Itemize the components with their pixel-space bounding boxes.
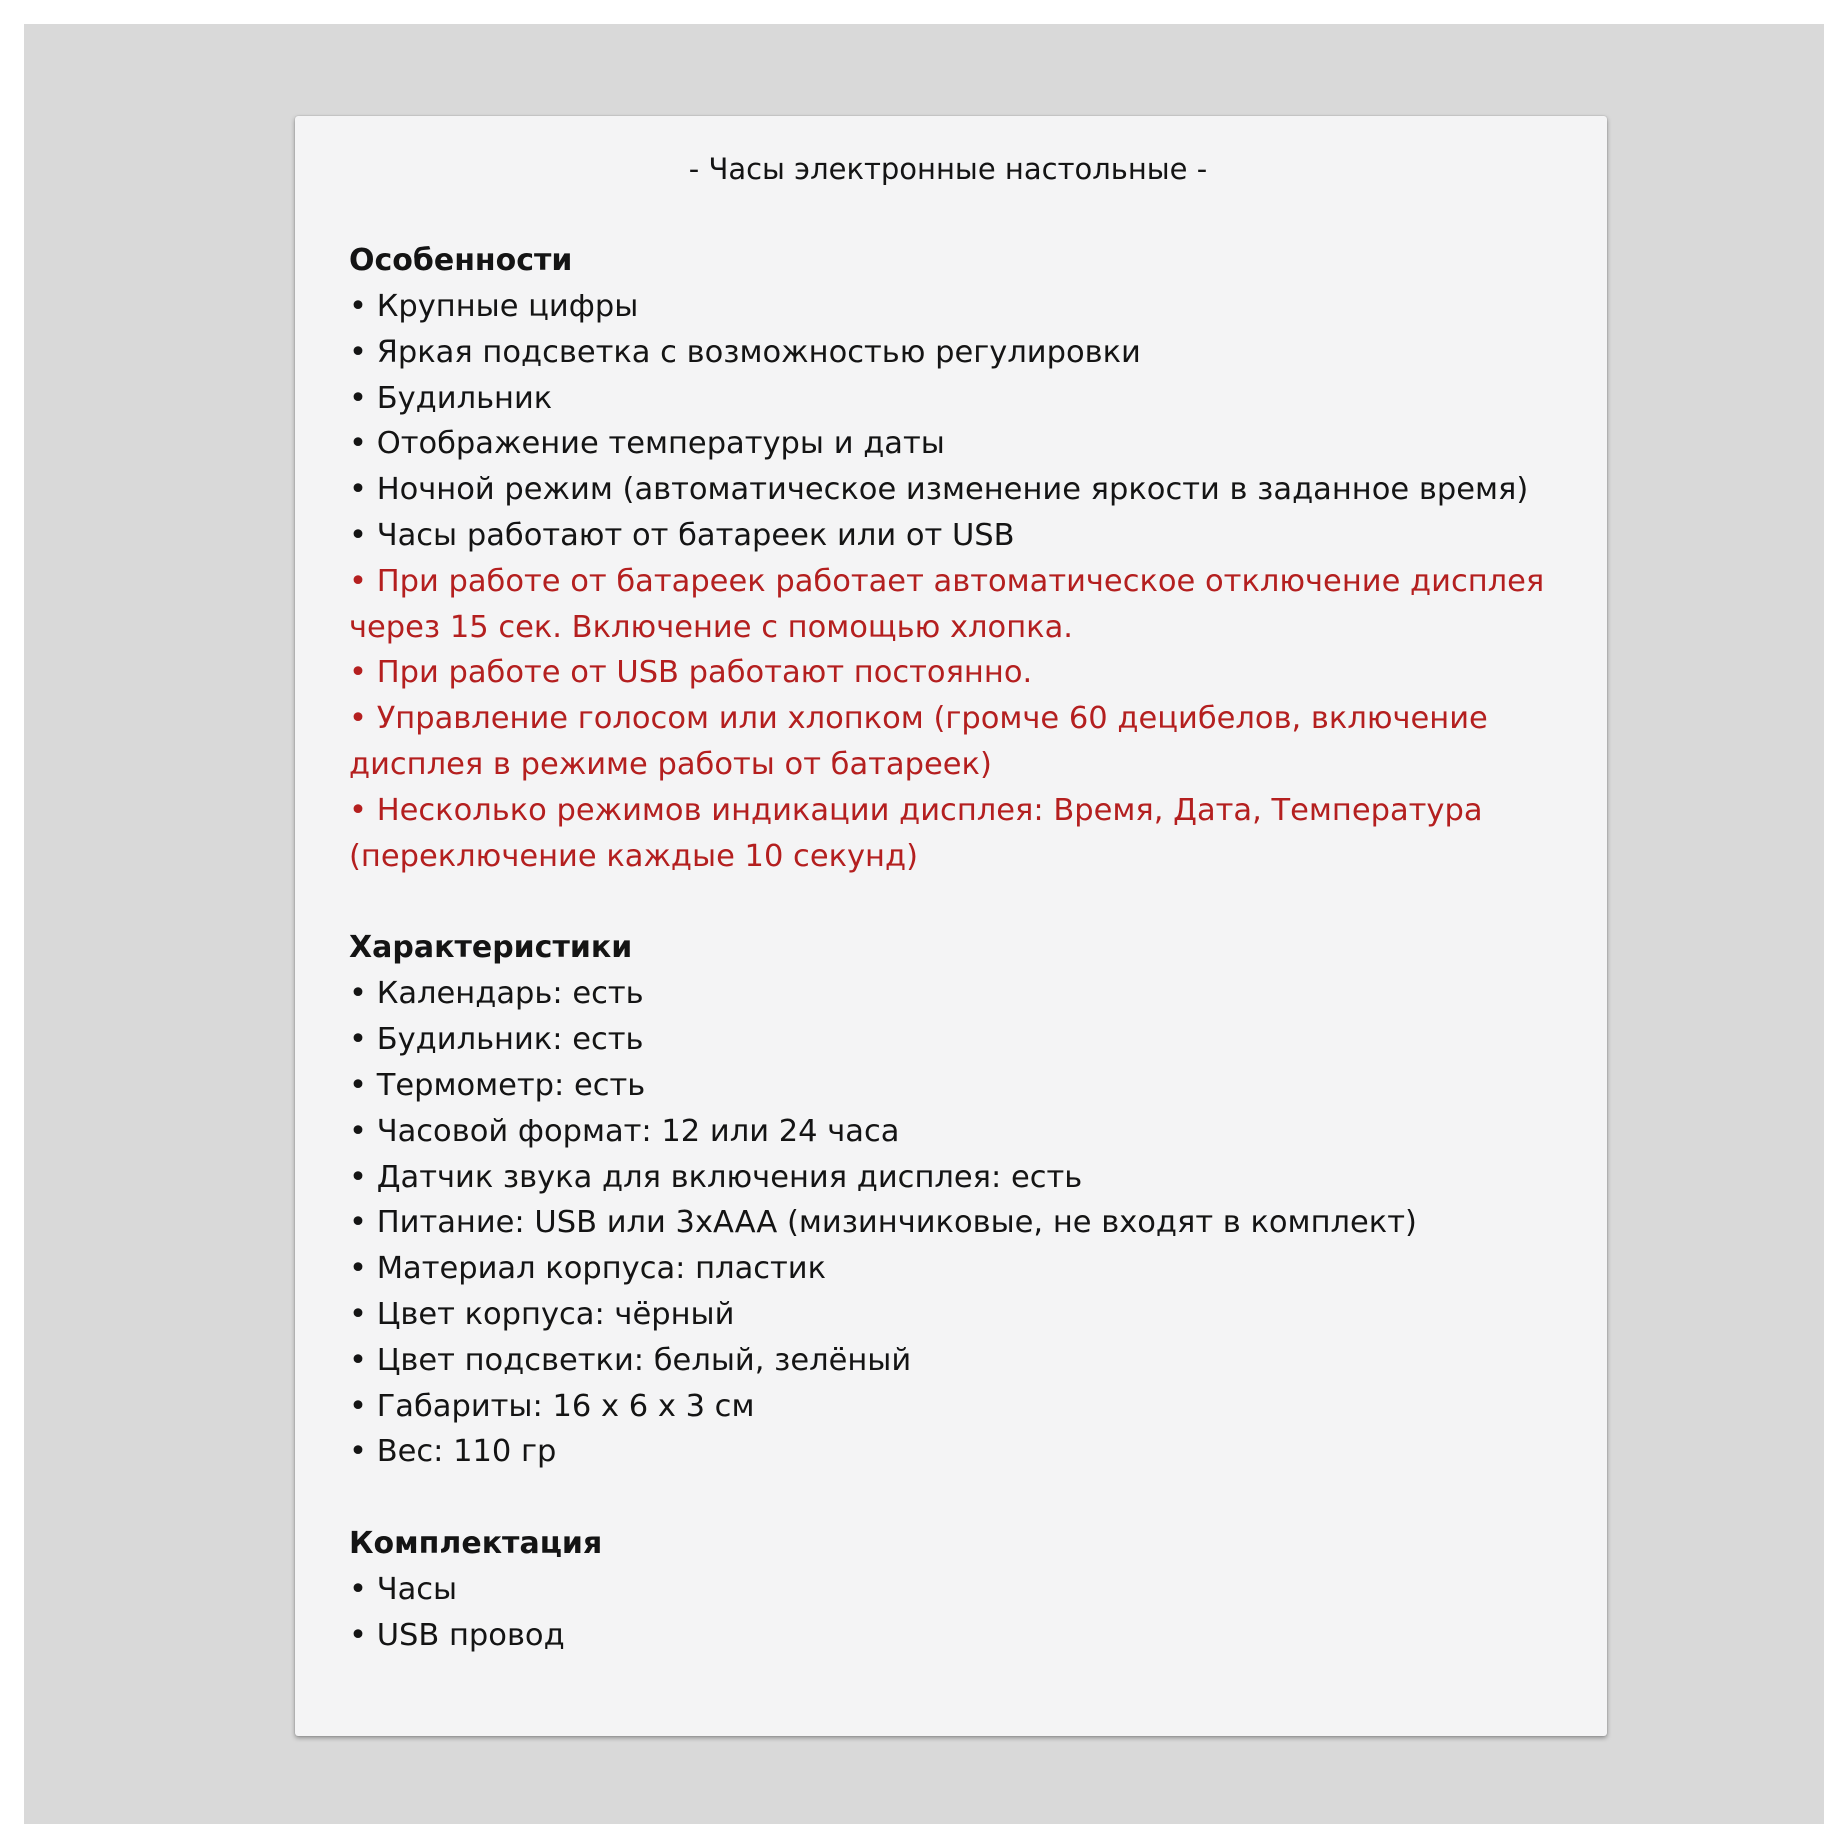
list-item-text: Управление голосом или хлопком (громче 60 децибелов, включение дисплея в режиме работы от батареек) (349, 701, 1488, 782)
list-item: • Календарь: есть (349, 976, 644, 1012)
list-item-text: Габариты: 16 x 6 x 3 см (376, 1388, 755, 1424)
list-item: • Яркая подсветка с возможностью регулировки (349, 334, 1141, 370)
list-item-text: Часы работают от батареек или от USB (376, 517, 1015, 553)
list-item-text: При работе от USB работают постоянно. (376, 655, 1033, 691)
list-item-text: Термометр: есть (376, 1067, 646, 1103)
section-heading-package: Комплектация (349, 1526, 603, 1562)
list-item: • Отображение температуры и даты (349, 426, 945, 462)
list-item-text: Питание: USB или 3xAAA (мизинчиковые, не входят в комплект) (376, 1205, 1417, 1241)
list-item-text: Датчик звука для включения дисплея: есть (376, 1159, 1083, 1195)
list-item-text: Отображение температуры и даты (376, 426, 945, 462)
list-item-note: • При работе от батареек работает автоматическое отключение дисплея через 15 сек. Включение с помощью хлопка. (349, 563, 1545, 645)
list-item: • Будильник (349, 380, 553, 416)
section-spacer (349, 879, 1547, 925)
list-item-text: При работе от батареек работает автоматическое отключение дисплея через 15 сек. Включение с помощью хлопка. (349, 563, 1545, 645)
list-item-text: Крупные цифры (376, 289, 639, 324)
list-item-text: Яркая подсветка с возможностью регулировки (376, 334, 1141, 370)
list-item-text: Часовой формат: 12 или 24 часа (376, 1113, 900, 1149)
list-item: • Материал корпуса: пластик (349, 1251, 827, 1287)
section-spacer (349, 1475, 1547, 1521)
list-item-text: USB провод (376, 1617, 565, 1653)
description-sheet (295, 116, 1607, 1736)
list-item-note: • При работе от USB работают постоянно. (349, 655, 1033, 691)
list-item-note: • Управление голосом или хлопком (громче 60 децибелов, включение дисплея в режиме работы от батареек) (349, 701, 1488, 782)
list-item-text: Вес: 110 гр (376, 1434, 557, 1470)
list-item: • Вес: 110 гр (349, 1434, 557, 1470)
list-item: • Часы работают от батареек или от USB (349, 517, 1015, 553)
list-item: • Часовой формат: 12 или 24 часа (349, 1113, 900, 1149)
section-heading-specs: Характеристики (349, 930, 633, 966)
list-item: • Датчик звука для включения дисплея: есть (349, 1159, 1083, 1195)
list-item: • Будильник: есть (349, 1022, 644, 1058)
specs-list (349, 971, 1547, 1475)
list-item: • Ночной режим (автоматическое изменение яркости в заданное время) (349, 472, 1529, 508)
list-item: • Цвет подсветки: белый, зелёный (349, 1342, 912, 1378)
list-item: • Часы (349, 1572, 458, 1608)
list-item: • Цвет корпуса: чёрный (349, 1296, 735, 1332)
list-item: • Габариты: 16 x 6 x 3 см (349, 1388, 755, 1424)
list-item-text: Цвет подсветки: белый, зелёный (376, 1342, 912, 1378)
features-list (349, 284, 1547, 879)
list-item-note: • Несколько режимов индикации дисплея: Время, Дата, Температура (переключение каждые 10 секунд) (349, 792, 1483, 874)
list-item-text: Часы (376, 1572, 458, 1608)
list-item: • Термометр: есть (349, 1067, 646, 1103)
list-item-text: Несколько режимов индикации дисплея: Время, Дата, Температура (переключение каждые 10 секунд) (349, 792, 1483, 874)
document-title: - Часы электронные настольные - (688, 152, 1208, 186)
list-item-text: Будильник (376, 380, 553, 416)
list-item-text: Календарь: есть (376, 976, 644, 1012)
list-item: • Крупные цифры (349, 289, 639, 324)
list-item-text: Ночной режим (автоматическое изменение яркости в заданное время) (376, 472, 1529, 508)
section-heading-features: Особенности (349, 243, 573, 278)
package-list (349, 1567, 1547, 1659)
list-item-text: Будильник: есть (376, 1022, 644, 1058)
list-item-text: Материал корпуса: пластик (376, 1251, 827, 1287)
list-item-text: Цвет корпуса: чёрный (376, 1296, 735, 1332)
list-item: • Питание: USB или 3xAAA (мизинчиковые, не входят в комплект) (349, 1205, 1417, 1241)
list-item: • USB провод (349, 1617, 565, 1653)
